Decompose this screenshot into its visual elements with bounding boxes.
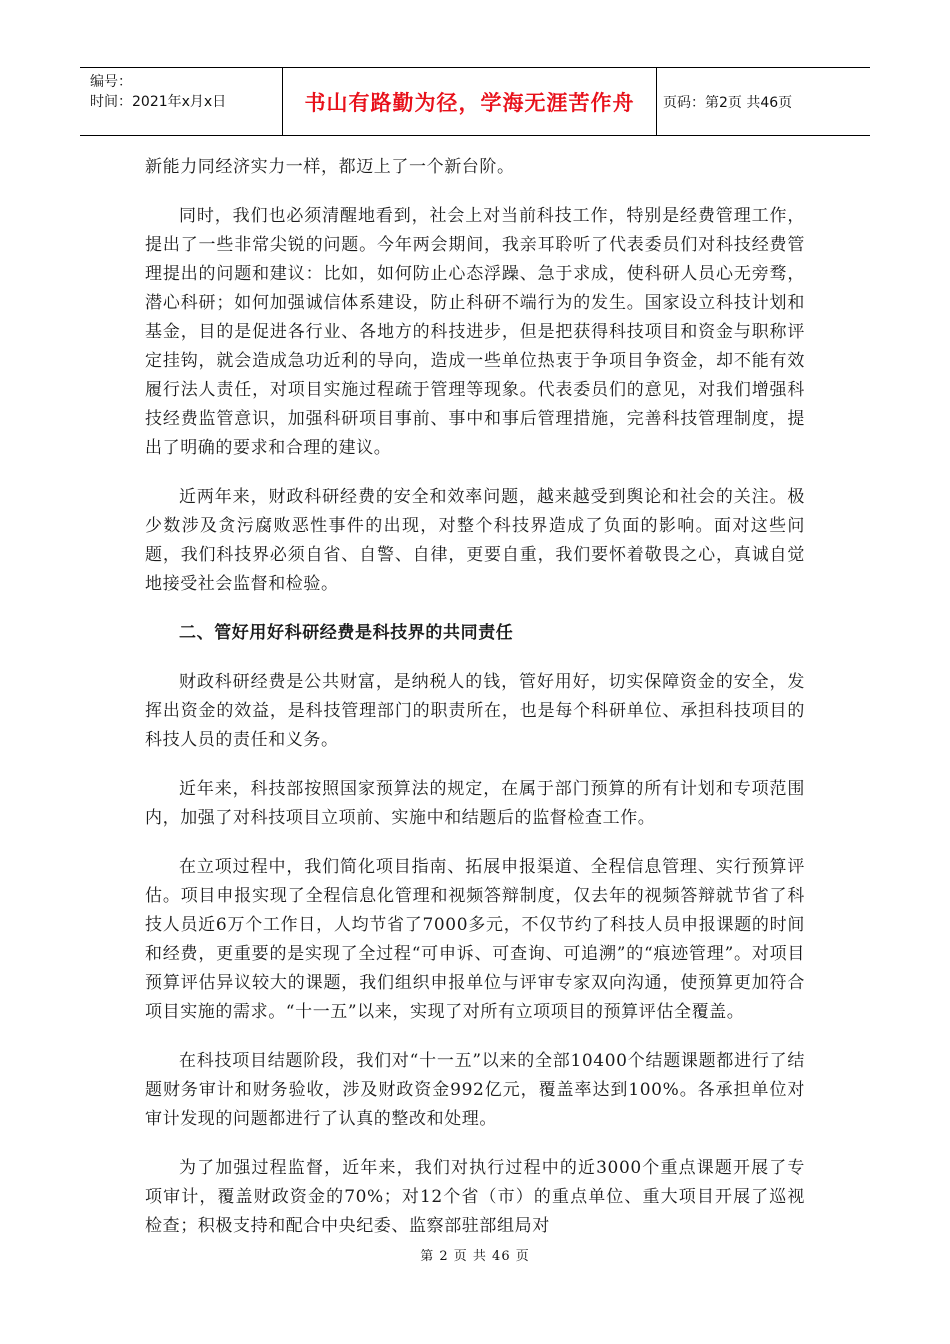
paragraph: 近两年来，财政科研经费的安全和效率问题，越来越受到舆论和社会的关注。极少数涉及贪污腐败恶性事件的出现，对整个科技界造成了负面的影响。面对这些问题，我们科技界必须自省、自警、自律，更要自重，我们要怀着敬畏之心，真诚自觉地接受社会监督和检验。 (145, 487, 805, 594)
paragraph-continuation: 新能力同经济实力一样，都迈上了一个新台阶。 (145, 157, 515, 177)
header-motto: 书山有路勤为径，学海无涯苦作舟 (283, 68, 657, 135)
paragraph: 财政科研经费是公共财富，是纳税人的钱，管好用好，切实保障资金的安全，发挥出资金的效益，是科技管理部门的职责所在，也是每个科研单位、承担科技项目的科技人员的责任和义务。 (145, 672, 805, 750)
paragraph: 在科技项目结题阶段，我们对“十一五”以来的全部10400个结题课题都进行了结题财务审计和财务验收，涉及财政资金992亿元，覆盖率达到100%。各承担单位对审计发现的问题都进行了认真的整改和处理。 (145, 1051, 805, 1129)
document-body (145, 153, 805, 1261)
page-header (80, 67, 870, 136)
page-footer: 第 2 页 共 46 页 (420, 1249, 530, 1264)
paragraph: 为了加强过程监督，近年来，我们对执行过程中的近3000个重点课题开展了专项审计，覆盖财政资金的70%；对12个省（市）的重点单位、重大项目开展了巡视检查；积极支持和配合中央纪委、监察部驻部组局对 (145, 1158, 805, 1236)
header-number-label: 编号： (90, 74, 132, 90)
section-heading: 二、管好用好科研经费是科技界的共同责任 (179, 623, 514, 643)
header-page-info: 页码：第2页 共46页 (663, 94, 793, 111)
paragraph: 在立项过程中，我们简化项目指南、拓展申报渠道、全程信息管理、实行预算评估。项目申报实现了全程信息化管理和视频答辩制度，仅去年的视频答辩就节省了科技人员近6万个工作日，人均节省了7000多元，不仅节约了科技人员申报课题的时间和经费，更重要的是实现了全过程“可申诉、可查询、可追溯”的“痕迹管理”。对项目预算评估异议较大的课题，我们组织申报单位与评审专家双向沟通，使预算更加符合项目实施的需求。“十一五”以来，实现了对所有立项项目的预算评估全覆盖。 (145, 857, 805, 1022)
paragraph: 同时，我们也必须清醒地看到，社会上对当前科技工作，特别是经费管理工作，提出了一些非常尖锐的问题。今年两会期间，我亲耳聆听了代表委员们对科技经费管理提出的问题和建议：比如，如何防止心态浮躁、急于求成，使科研人员心无旁骛，潜心科研；如何加强诚信体系建设，防止科研不端行为的发生。国家设立科技计划和基金，目的是促进各行业、各地方的科技进步，但是把获得科技项目和资金与职称评定挂钩，就会造成急功近利的导向，造成一些单位热衷于争项目争资金，却不能有效履行法人责任，对项目实施过程疏于管理等现象。代表委员们的意见，对我们增强科技经费监管意识，加强科研项目事前、事中和事后管理措施，完善科技管理制度，提出了明确的要求和合理的建议。 (145, 206, 805, 458)
header-date-label: 时间：2021年x月x日 (90, 94, 227, 110)
header-meta (80, 68, 283, 135)
paragraph: 近年来，科技部按照国家预算法的规定，在属于部门预算的所有计划和专项范围内，加强了对科技项目立项前、实施中和结题后的监督检查工作。 (145, 779, 805, 828)
